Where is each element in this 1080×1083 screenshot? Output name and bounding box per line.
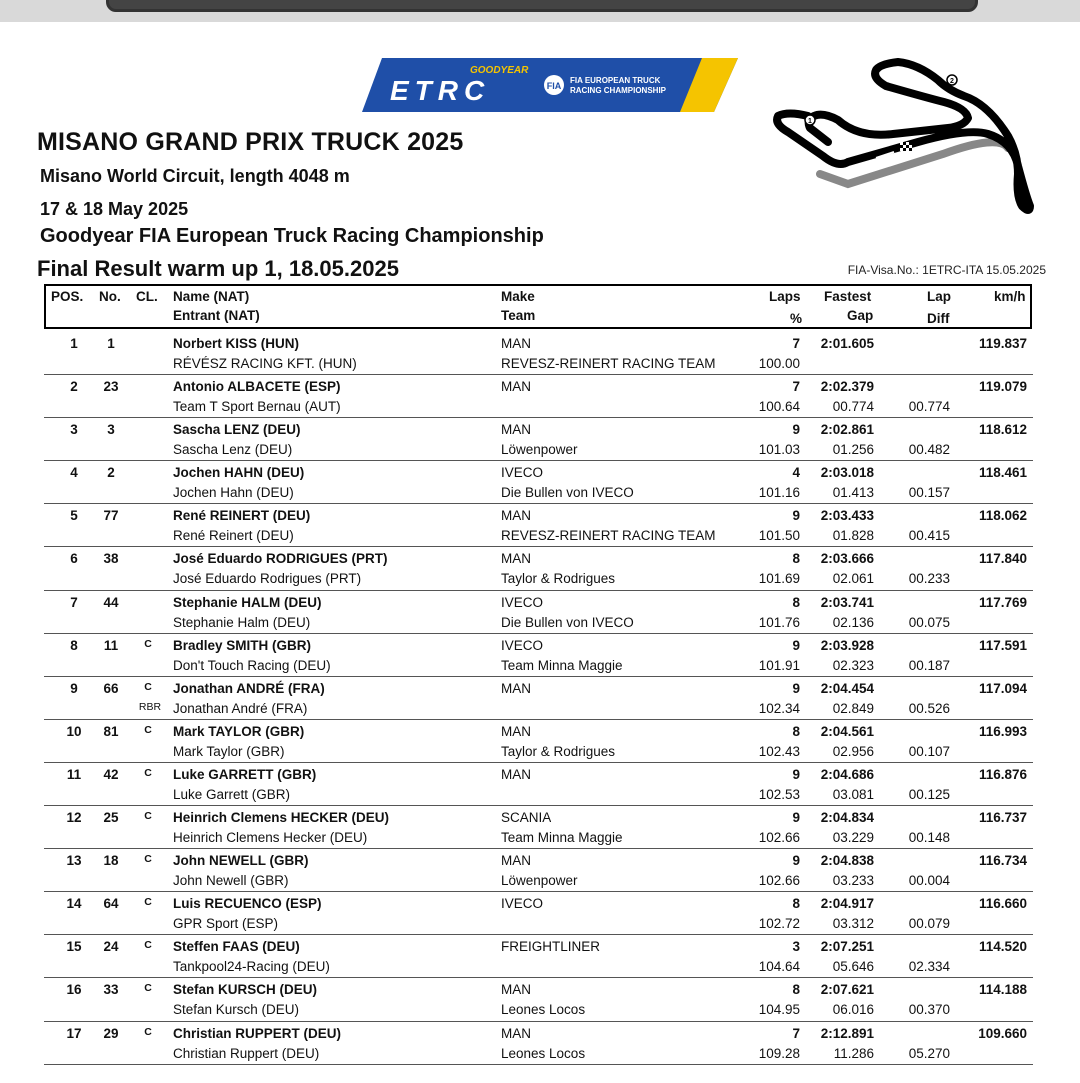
cell-percent: 102.43 (758, 743, 800, 759)
cell-team: REVESZ-REINERT RACING TEAM (501, 356, 716, 371)
cell-pos: 10 (66, 723, 82, 739)
cell-entrant: Stephanie Halm (DEU) (173, 614, 311, 630)
cell-make: IVECO (501, 896, 544, 912)
cell-entrant: Mark Taylor (GBR) (173, 743, 285, 759)
cell-fastest-lap: 2:04.838 (820, 853, 874, 869)
cell-driver-name: Heinrich Clemens HECKER (DEU) (173, 810, 390, 826)
cell-team: Team Minna Maggie (501, 657, 623, 673)
header-pct: % (790, 311, 803, 326)
cell-percent: 102.53 (758, 786, 800, 802)
cell-entrant: Stefan Kursch (DEU) (173, 1002, 300, 1018)
cell-make: MAN (501, 853, 531, 869)
cell-gap: 03.081 (832, 786, 874, 802)
cell-no: 24 (103, 939, 119, 955)
cell-team: Taylor & Rodrigues (501, 571, 616, 587)
header-pos: POS. (51, 289, 84, 304)
cell-entrant: John Newell (GBR) (173, 873, 289, 889)
cell-fastest-lap: 2:07.251 (820, 939, 874, 955)
header-diff: Diff (927, 311, 950, 326)
cell-percent: 101.76 (758, 614, 800, 630)
cell-gap: 02.061 (832, 571, 874, 587)
results-table (44, 332, 1033, 1065)
cell-speed-kmh: 117.769 (978, 594, 1027, 610)
cell-laps: 7 (792, 1025, 800, 1041)
cell-class: C (144, 637, 152, 650)
cell-lap-diff: 00.774 (908, 399, 950, 415)
cell-percent: 101.50 (758, 528, 800, 544)
cell-laps: 8 (792, 896, 800, 912)
cell-pos: 1 (70, 336, 78, 351)
cell-driver-name: Antonio ALBACETE (ESP) (173, 379, 341, 395)
cell-pos: 15 (66, 939, 82, 955)
cell-make: MAN (501, 508, 531, 524)
table-row (44, 418, 1033, 461)
cell-speed-kmh: 119.079 (978, 379, 1027, 395)
cell-gap: 00.774 (832, 399, 874, 415)
cell-gap: 05.646 (832, 959, 874, 975)
cell-class: C (144, 896, 152, 909)
cell-pos: 5 (70, 508, 78, 524)
cell-pos: 9 (70, 680, 78, 696)
cell-laps: 9 (792, 810, 800, 826)
cell-no: 66 (103, 680, 119, 696)
table-row (44, 591, 1033, 634)
cell-lap-diff: 00.079 (908, 916, 950, 932)
cell-pos: 6 (70, 551, 78, 567)
cell-team: Leones Locos (501, 1045, 586, 1061)
cell-percent: 104.64 (758, 959, 800, 975)
cell-entrant: Heinrich Clemens Hecker (DEU) (173, 830, 368, 846)
cell-no: 1 (107, 336, 115, 351)
cell-fastest-lap: 2:04.686 (820, 766, 874, 782)
cell-fastest-lap: 2:04.454 (820, 680, 874, 696)
logo-sponsor: GOODYEAR (470, 65, 529, 76)
cell-pos: 14 (66, 896, 82, 912)
cell-percent: 102.72 (758, 916, 800, 932)
cell-speed-kmh: 117.094 (978, 680, 1027, 696)
cell-fastest-lap: 2:04.561 (820, 723, 874, 739)
cell-lap-diff: 05.270 (908, 1045, 950, 1061)
cell-lap-diff: 00.004 (908, 873, 950, 889)
table-row (44, 677, 1033, 720)
cell-class: C (144, 1025, 152, 1038)
cell-make: MAN (501, 680, 531, 696)
cell-no: 29 (103, 1025, 119, 1041)
table-row (44, 1022, 1033, 1065)
header-name: Name (NAT) (173, 289, 250, 304)
event-title: MISANO GRAND PRIX TRUCK 2025 (37, 128, 464, 156)
logo-series: ETRC (390, 75, 491, 106)
cell-team: Die Bullen von IVECO (501, 485, 634, 501)
header-gap: Gap (847, 308, 874, 323)
cell-driver-name: Jonathan ANDRÉ (FRA) (173, 680, 325, 696)
cell-class: C (144, 723, 152, 736)
cell-class: C (144, 939, 152, 952)
cell-gap: 02.849 (832, 700, 874, 716)
cell-entrant: José Eduardo Rodrigues (PRT) (173, 571, 362, 587)
cell-percent: 101.69 (758, 571, 800, 587)
table-row (44, 547, 1033, 590)
cell-entrant: Jochen Hahn (DEU) (173, 485, 294, 501)
cell-laps: 3 (792, 939, 800, 955)
cell-fastest-lap: 2:12.891 (820, 1025, 874, 1041)
cell-make: MAN (501, 723, 531, 739)
cell-gap: 01.256 (832, 442, 874, 458)
cell-fastest-lap: 2:02.379 (820, 379, 874, 395)
table-row (44, 806, 1033, 849)
cell-percent: 102.34 (758, 700, 800, 716)
cell-entrant: Christian Ruppert (DEU) (173, 1045, 320, 1061)
cell-entrant: Sascha Lenz (DEU) (173, 442, 293, 458)
cell-laps: 7 (792, 336, 800, 351)
cell-no: 77 (103, 508, 119, 524)
cell-laps: 8 (792, 723, 800, 739)
cell-entrant: Tankpool24-Racing (DEU) (173, 959, 330, 975)
cell-gap: 02.956 (832, 743, 874, 759)
cell-pos: 7 (70, 594, 78, 610)
cell-driver-name: Steffen FAAS (DEU) (173, 939, 300, 955)
cell-driver-name: Mark TAYLOR (GBR) (173, 723, 305, 739)
cell-entrant: GPR Sport (ESP) (173, 916, 279, 932)
cell-entrant: Don't Touch Racing (DEU) (173, 657, 331, 673)
cell-pos: 11 (66, 766, 82, 782)
cell-no: 11 (103, 637, 119, 653)
header-fastest: Fastest (824, 289, 872, 304)
cell-driver-name: Luke GARRETT (GBR) (173, 766, 317, 782)
table-row (44, 935, 1033, 978)
cell-gap: 02.136 (832, 614, 874, 630)
cell-driver-name: Christian RUPPERT (DEU) (173, 1025, 342, 1041)
cell-driver-name: Jochen HAHN (DEU) (173, 465, 305, 481)
table-row (44, 504, 1033, 547)
cell-lap-diff: 00.075 (908, 614, 950, 630)
cell-percent: 101.91 (758, 657, 800, 673)
cell-team: Löwenpower (501, 873, 578, 889)
header-no: No. (99, 289, 121, 304)
championship-name: Goodyear FIA European Truck Racing Championship (40, 225, 544, 247)
cell-driver-name: José Eduardo RODRIGUES (PRT) (173, 551, 388, 567)
header-team: Team (501, 308, 536, 323)
browser-top-bar (0, 0, 1080, 22)
cell-entrant: Jonathan André (FRA) (173, 700, 308, 716)
cell-speed-kmh: 117.591 (978, 637, 1027, 653)
cell-percent: 102.66 (758, 873, 800, 889)
table-row (44, 332, 1033, 375)
cell-driver-name: René REINERT (DEU) (173, 508, 311, 524)
cell-laps: 8 (792, 982, 800, 998)
track-label-2: 2 (950, 78, 954, 85)
cell-gap: 06.016 (832, 1002, 874, 1018)
cell-speed-kmh: 116.660 (978, 896, 1027, 912)
cell-make: MAN (501, 1025, 531, 1041)
fia-visa: FIA-Visa.No.: 1ETRC-ITA 15.05.2025 (847, 263, 1046, 277)
cell-fastest-lap: 2:01.605 (820, 336, 874, 351)
cell-driver-name: Norbert KISS (HUN) (173, 336, 300, 351)
cell-gap: 11.286 (833, 1045, 874, 1061)
cell-fastest-lap: 2:03.018 (820, 465, 874, 481)
cell-laps: 4 (792, 465, 800, 481)
cell-speed-kmh: 116.734 (978, 853, 1027, 869)
cell-class: C (144, 766, 152, 779)
cell-pos: 8 (70, 637, 78, 653)
cell-team: REVESZ-REINERT RACING TEAM (501, 528, 716, 544)
cell-lap-diff: 00.233 (908, 571, 950, 587)
cell-speed-kmh: 116.876 (978, 766, 1027, 782)
cell-gap: 03.233 (832, 873, 874, 889)
cell-driver-name: Sascha LENZ (DEU) (173, 422, 301, 438)
cell-pos: 2 (70, 379, 78, 395)
cell-driver-name: Bradley SMITH (GBR) (173, 637, 312, 653)
cell-lap-diff: 02.334 (908, 959, 950, 975)
cell-entrant: Team T Sport Bernau (AUT) (173, 399, 341, 415)
cell-gap: 01.413 (832, 485, 874, 501)
table-row (44, 461, 1033, 504)
cell-team: Taylor & Rodrigues (501, 743, 616, 759)
cell-gap: 03.312 (832, 916, 874, 932)
cell-fastest-lap: 2:03.666 (820, 551, 874, 567)
cell-fastest-lap: 2:02.861 (820, 422, 874, 438)
cell-lap-diff: 00.370 (908, 1002, 950, 1018)
cell-speed-kmh: 109.660 (978, 1025, 1027, 1041)
header-lap: Lap (927, 289, 952, 304)
cell-no: 33 (103, 982, 119, 998)
cell-team: Löwenpower (501, 442, 578, 458)
cell-percent: 109.28 (758, 1045, 800, 1061)
cell-class: C (144, 982, 152, 995)
cell-make: MAN (501, 379, 531, 395)
result-title: Final Result warm up 1, 18.05.2025 (37, 256, 399, 281)
header-make: Make (501, 289, 535, 304)
cell-team: Die Bullen von IVECO (501, 614, 634, 630)
table-row (44, 375, 1033, 418)
cell-pos: 3 (70, 422, 78, 438)
cell-lap-diff: 00.482 (908, 442, 950, 458)
cell-make: IVECO (501, 637, 544, 653)
cell-laps: 9 (792, 422, 800, 438)
table-row (44, 763, 1033, 806)
etrc-logo (362, 58, 738, 112)
cell-no: 18 (103, 853, 119, 869)
event-dates: 17 & 18 May 2025 (40, 199, 189, 219)
table-row (44, 892, 1033, 935)
cell-class: C (144, 810, 152, 823)
cell-percent: 102.66 (758, 830, 800, 846)
cell-lap-diff: 00.415 (908, 528, 950, 544)
cell-percent: 101.03 (758, 442, 800, 458)
cell-percent: 101.16 (758, 485, 800, 501)
header-cl: CL. (136, 289, 158, 304)
cell-driver-name: John NEWELL (GBR) (173, 853, 309, 869)
cell-laps: 8 (792, 551, 800, 567)
table-header (44, 284, 1032, 329)
cell-driver-name: Stefan KURSCH (DEU) (173, 982, 318, 998)
cell-fastest-lap: 2:03.741 (820, 594, 874, 610)
cell-pos: 17 (66, 1025, 82, 1041)
header-entrant: Entrant (NAT) (173, 308, 260, 323)
cell-gap: 02.323 (832, 657, 874, 673)
cell-laps: 8 (792, 594, 800, 610)
cell-speed-kmh: 118.461 (978, 465, 1027, 481)
cell-percent: 104.95 (758, 1002, 800, 1018)
cell-no: 23 (103, 379, 119, 395)
cell-entrant: René Reinert (DEU) (173, 528, 294, 544)
cell-make: MAN (501, 422, 531, 438)
cell-gap: 03.229 (832, 830, 874, 846)
cell-no: 81 (103, 723, 119, 739)
header-laps: Laps (769, 289, 801, 304)
cell-class: C (144, 853, 152, 866)
cell-fastest-lap: 2:04.834 (820, 810, 874, 826)
cell-make: IVECO (501, 594, 544, 610)
cell-laps: 9 (792, 853, 800, 869)
cell-make: MAN (501, 982, 531, 998)
cell-speed-kmh: 119.837 (978, 336, 1027, 351)
cell-speed-kmh: 117.840 (978, 551, 1027, 567)
cell-speed-kmh: 114.188 (978, 982, 1027, 998)
cell-no: 3 (107, 422, 115, 438)
cell-lap-diff: 00.148 (908, 830, 950, 846)
track-label-1: 1 (808, 118, 812, 125)
cell-fastest-lap: 2:03.433 (820, 508, 874, 524)
cell-lap-diff: 00.125 (908, 786, 950, 802)
cell-no: 38 (103, 551, 119, 567)
cell-pos: 16 (66, 982, 82, 998)
cell-make: MAN (501, 766, 531, 782)
header-kmh: km/h (994, 289, 1026, 304)
table-row (44, 978, 1033, 1021)
cell-speed-kmh: 118.612 (978, 422, 1027, 438)
cell-laps: 9 (792, 680, 800, 696)
logo-line2: RACING CHAMPIONSHIP (570, 86, 667, 95)
cell-team: Leones Locos (501, 1002, 586, 1018)
cell-make: SCANIA (501, 810, 552, 826)
logo-line1: FIA EUROPEAN TRUCK (570, 76, 661, 85)
cell-make: FREIGHTLINER (501, 939, 601, 955)
cell-speed-kmh: 116.993 (978, 723, 1027, 739)
cell-speed-kmh: 118.062 (978, 508, 1027, 524)
cell-class: C (144, 680, 152, 693)
cell-rbr: RBR (138, 700, 162, 713)
cell-fastest-lap: 2:07.621 (820, 982, 874, 998)
cell-pos: 4 (70, 465, 78, 481)
cell-no: 64 (103, 896, 119, 912)
cell-entrant: Luke Garrett (GBR) (173, 786, 291, 802)
cell-no: 44 (103, 594, 119, 610)
cell-make: IVECO (501, 465, 544, 481)
cell-lap-diff: 00.187 (908, 657, 950, 673)
checkered-flag-icon (900, 142, 912, 151)
cell-driver-name: Stephanie HALM (DEU) (173, 594, 322, 610)
cell-speed-kmh: 116.737 (978, 810, 1027, 826)
cell-make: MAN (501, 551, 531, 567)
cell-percent: 100.00 (758, 356, 800, 371)
cell-laps: 9 (792, 508, 800, 524)
logo-fia: FIA (546, 81, 562, 91)
cell-fastest-lap: 2:03.928 (820, 637, 874, 653)
cell-team: Team Minna Maggie (501, 830, 623, 846)
cell-laps: 7 (792, 379, 800, 395)
address-bar[interactable] (106, 0, 978, 12)
cell-laps: 9 (792, 766, 800, 782)
cell-gap: 01.828 (832, 528, 874, 544)
cell-make: MAN (501, 336, 531, 351)
cell-no: 2 (107, 465, 115, 481)
cell-driver-name: Luis RECUENCO (ESP) (173, 896, 322, 912)
table-row (44, 634, 1033, 677)
circuit-info: Misano World Circuit, length 4048 m (40, 166, 350, 186)
cell-fastest-lap: 2:04.917 (820, 896, 874, 912)
cell-no: 42 (103, 766, 119, 782)
cell-pos: 13 (66, 853, 82, 869)
table-row (44, 849, 1033, 892)
cell-lap-diff: 00.107 (908, 743, 950, 759)
cell-speed-kmh: 114.520 (978, 939, 1027, 955)
cell-lap-diff: 00.157 (908, 485, 950, 501)
cell-no: 25 (103, 810, 119, 826)
table-row (44, 720, 1033, 763)
cell-lap-diff: 00.526 (908, 700, 950, 716)
track-map (768, 56, 1040, 218)
cell-percent: 100.64 (758, 399, 800, 415)
cell-entrant: RÉVÉSZ RACING KFT. (HUN) (173, 356, 357, 371)
cell-pos: 12 (66, 810, 82, 826)
cell-laps: 9 (792, 637, 800, 653)
